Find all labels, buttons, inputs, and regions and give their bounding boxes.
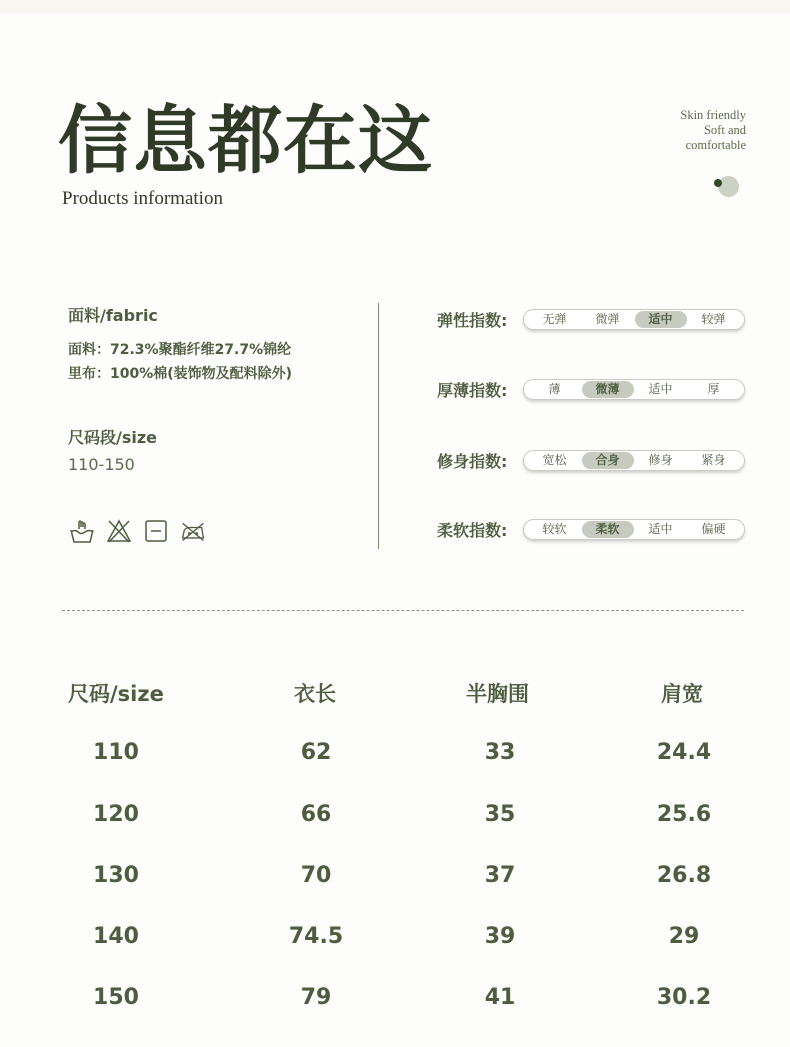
tumble-dry-icon: [143, 518, 169, 544]
index-option: 紧身: [701, 453, 726, 467]
index-option-selected: 合身: [582, 452, 634, 469]
table-cell: 70: [300, 863, 332, 888]
index-row-elasticity: [437, 308, 745, 331]
table-cell: 140: [93, 924, 139, 949]
care-icons: [69, 518, 206, 544]
index-option: 较软: [542, 522, 567, 536]
table-cell: 120: [93, 802, 139, 827]
hand-wash-icon: [69, 518, 95, 544]
header-size: 尺码/size: [68, 682, 164, 706]
divider-vertical: [378, 303, 379, 549]
top-band: [0, 0, 790, 14]
fabric-heading: 面料/fabric: [68, 306, 158, 325]
tagline: [680, 108, 746, 153]
index-option: 宽松: [542, 453, 567, 467]
do-not-iron-icon: [180, 518, 206, 544]
size-range: 110-150: [68, 455, 135, 474]
table-row: [0, 924, 790, 954]
fabric-line-lining: 里布：100%棉(装饰物及配料除外): [68, 366, 293, 382]
index-label: 修身指数:: [437, 452, 508, 471]
index-row-softness: [437, 518, 745, 541]
table-cell: 35: [484, 802, 516, 827]
size-heading: 尺码段/size: [68, 428, 158, 447]
index-scale: [523, 379, 745, 400]
index-option-selected: 柔软: [582, 521, 634, 538]
index-scale: [523, 450, 745, 471]
index-label: 弹性指数:: [437, 311, 508, 330]
table-cell: 110: [93, 740, 139, 765]
index-row-thickness: [437, 378, 745, 401]
table-row: [0, 740, 790, 770]
index-scale: [523, 309, 745, 330]
table-cell: 79: [300, 985, 332, 1010]
table-cell: 25.6: [656, 802, 712, 827]
index-option-selected: 适中: [635, 311, 687, 328]
table-cell: 39: [484, 924, 516, 949]
index-scale: [523, 519, 745, 540]
tagline-line: Skin friendly: [680, 108, 746, 122]
table-row: [0, 863, 790, 893]
size-table-header: [0, 678, 790, 708]
table-cell: 29: [668, 924, 700, 949]
index-option: 薄: [548, 382, 561, 396]
header-shoulder: 肩宽: [661, 682, 703, 706]
header-half-chest: 半胸围: [466, 682, 529, 706]
dashed-divider: [62, 610, 744, 611]
index-option: 厚: [707, 382, 720, 396]
index-option: 微弹: [595, 312, 620, 326]
table-cell: 26.8: [656, 863, 712, 888]
table-cell: 66: [300, 802, 332, 827]
index-option: 适中: [648, 382, 673, 396]
table-cell: 33: [484, 740, 516, 765]
table-cell: 24.4: [656, 740, 712, 765]
index-option-selected: 微薄: [582, 381, 634, 398]
tagline-line: comfortable: [685, 138, 746, 152]
index-label: 柔软指数:: [437, 521, 508, 540]
table-cell: 150: [93, 985, 139, 1010]
table-cell: 30.2: [656, 985, 712, 1010]
header-length: 衣长: [294, 682, 336, 706]
table-cell: 41: [484, 985, 516, 1010]
index-option: 偏硬: [701, 522, 726, 536]
do-not-bleach-icon: [106, 518, 132, 544]
decor-dot-light: [718, 176, 739, 197]
table-cell: 37: [484, 863, 516, 888]
index-option: 修身: [648, 453, 673, 467]
table-cell: 130: [93, 863, 139, 888]
index-label: 厚薄指数:: [437, 381, 508, 400]
table-cell: 74.5: [288, 924, 344, 949]
tagline-line: Soft and: [703, 123, 746, 137]
table-row: [0, 802, 790, 832]
index-option: 无弹: [542, 312, 567, 326]
page-title: 信息都在这: [58, 98, 433, 184]
table-cell: 62: [300, 740, 332, 765]
index-option: 适中: [648, 522, 673, 536]
table-row: [0, 985, 790, 1015]
index-row-fit: [437, 449, 745, 472]
decor-dot-dark: [714, 179, 722, 187]
index-option: 较弹: [701, 312, 726, 326]
fabric-info: [68, 303, 368, 383]
page-subtitle: Products information: [62, 188, 223, 209]
fabric-line-shell: 面料：72.3%聚酯纤维27.7%锦纶: [68, 342, 292, 358]
